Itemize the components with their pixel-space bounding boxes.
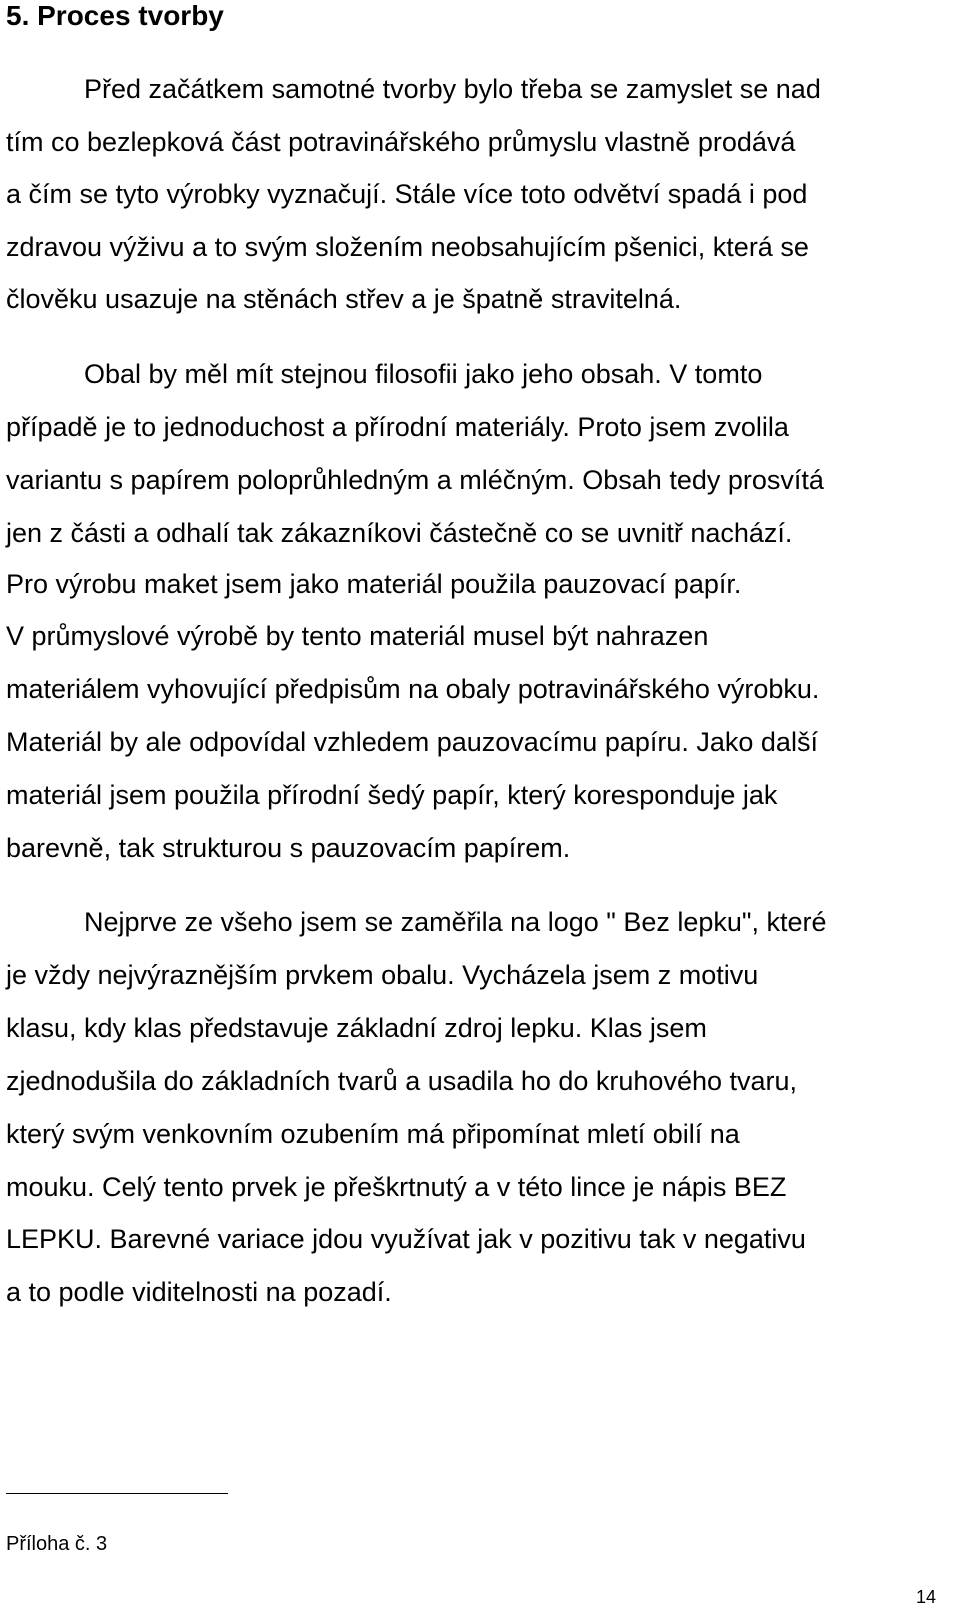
paragraph-1-line-4: zdravou výživu a to svým složením neobsahujícím pšenici, která se <box>6 232 809 262</box>
paragraph-2-line-7: materiálem vyhovující předpisům na obaly potravinářského výrobku. <box>6 674 820 704</box>
paragraph-3-line-4: zjednodušila do základních tvarů a usadila ho do kruhového tvaru, <box>6 1066 798 1096</box>
paragraph-2-line-1: Obal by měl mít stejnou filosofii jako jeho obsah. V tomto <box>84 359 763 389</box>
paragraph-1-line-2: tím co bezlepková část potravinářského průmyslu vlastně prodává <box>6 127 796 157</box>
paragraph-2-line-6: V průmyslové výrobě by tento materiál musel být nahrazen <box>6 621 709 651</box>
paragraph-3-line-7: LEPKU. Barevné variace jdou využívat jak v pozitivu tak v negativu <box>6 1224 806 1254</box>
paragraph-3-line-5: který svým venkovním ozubením má připomínat mletí obilí na <box>6 1119 740 1149</box>
paragraph-2-line-10: barevně, tak strukturou s pauzovacím papírem. <box>6 833 571 863</box>
paragraph-3-line-1: Nejprve ze všeho jsem se zaměřila na logo " Bez lepku", které <box>84 907 827 937</box>
footnote: Příloha č. 3 <box>6 1533 108 1555</box>
page-number: 14 <box>915 1587 936 1607</box>
paragraph-2-line-3: variantu s papírem poloprůhledným a mléčným. Obsah tedy prosvítá <box>6 465 824 495</box>
paragraph-2-line-5: Pro výrobu maket jsem jako materiál použila pauzovací papír. <box>6 569 742 599</box>
paragraph-3-line-6: mouku. Celý tento prvek je přeškrtnutý a v této lince je nápis BEZ <box>6 1172 787 1202</box>
paragraph-3-line-8: a to podle viditelnosti na pozadí. <box>6 1277 392 1307</box>
paragraph-2-line-4: jen z části a odhalí tak zákazníkovi částečně co se uvnitř nachází. <box>6 518 793 548</box>
paragraph-2-line-9: materiál jsem použila přírodní šedý papír, který koresponduje jak <box>6 780 778 810</box>
paragraph-3-line-3: klasu, kdy klas představuje základní zdroj lepku. Klas jsem <box>6 1013 707 1043</box>
paragraph-1-line-3: a čím se tyto výrobky vyznačují. Stále více toto odvětví spadá i pod <box>6 179 808 209</box>
footnote-divider <box>6 1493 228 1494</box>
paragraph-2-line-2: případě je to jednoduchost a přírodní materiály. Proto jsem zvolila <box>6 412 789 442</box>
paragraph-1-line-1: Před začátkem samotné tvorby bylo třeba se zamyslet se nad <box>84 74 821 104</box>
paragraph-2-line-8: Materiál by ale odpovídal vzhledem pauzovacímu papíru. Jako další <box>6 727 818 757</box>
section-heading: 5. Proces tvorby <box>6 0 224 31</box>
paragraph-3-line-2: je vždy nejvýraznějším prvkem obalu. Vycházela jsem z motivu <box>6 960 759 990</box>
paragraph-1-line-5: člověku usazuje na stěnách střev a je špatně stravitelná. <box>6 284 682 314</box>
